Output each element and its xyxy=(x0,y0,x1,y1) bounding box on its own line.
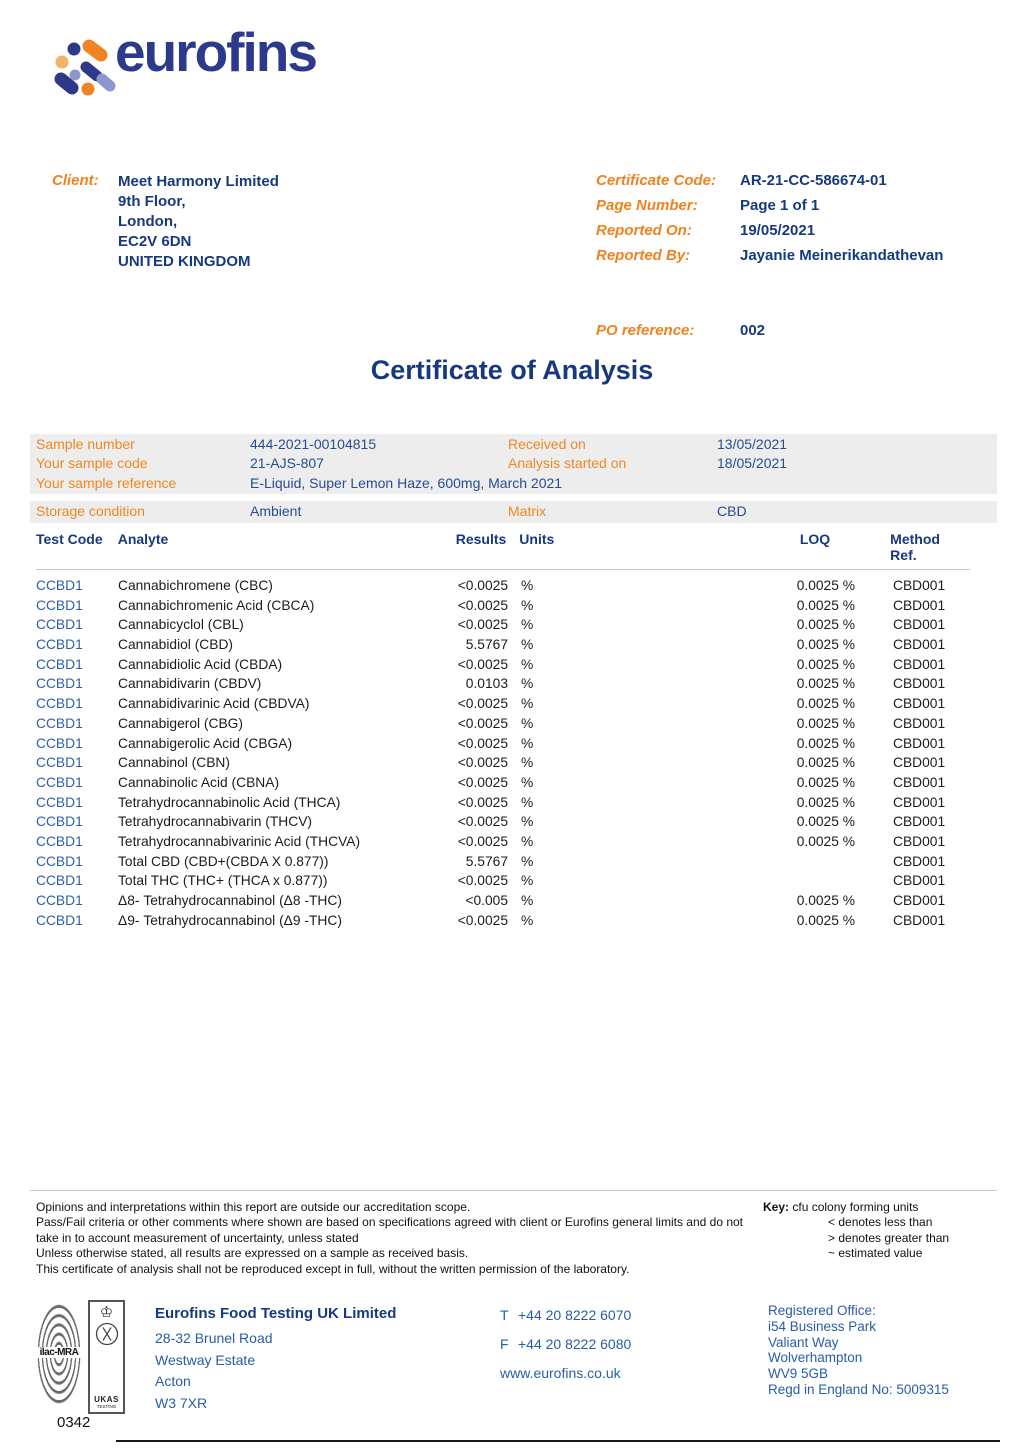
unit-cell: % xyxy=(521,912,534,928)
sample-code-label: Your sample code xyxy=(36,455,148,472)
table-row xyxy=(36,891,970,911)
analyte-cell: Cannabidivarin (CBDV) xyxy=(118,676,262,692)
loq-cell: 0.0025 % xyxy=(796,833,855,849)
test-code-cell: CCBD1 xyxy=(36,814,83,830)
registered-line: i54 Business Park xyxy=(768,1318,877,1334)
test-code-cell: CCBD1 xyxy=(36,774,83,790)
result-cell: <0.0025 xyxy=(457,578,508,593)
method-ref-cell: CBD001 xyxy=(893,893,946,908)
analyte-cell: Cannabidiolic Acid (CBDA) xyxy=(118,656,283,672)
analyte-cell: Tetrahydrocannabivarin (THCV) xyxy=(118,814,312,830)
client-label: Client: xyxy=(52,172,99,189)
disclaimer-line: take in to account measurement of uncertainty, unless stated xyxy=(36,1230,359,1245)
company-address-block xyxy=(155,1305,396,1414)
client-address-line: 9th Floor, xyxy=(118,193,186,210)
unit-cell: % xyxy=(521,578,534,593)
ilac-mra-label: ilac-MRA xyxy=(30,1347,88,1358)
certificate-code-value: AR-21-CC-586674-01 xyxy=(740,172,887,189)
key-line: < denotes less than xyxy=(828,1215,933,1230)
contact-block xyxy=(500,1307,631,1394)
results-rows xyxy=(36,570,970,930)
result-cell: 5.5767 xyxy=(465,637,508,653)
header-method-ref: Method Ref. xyxy=(890,531,940,563)
table-row xyxy=(36,832,970,852)
ilac-mra-stamp-icon xyxy=(36,1301,82,1407)
disclaimer-line: Unless otherwise stated, all results are expressed on a sample as received basis. xyxy=(36,1246,469,1261)
sample-number-label: Sample number xyxy=(36,436,135,452)
storage-row xyxy=(30,502,997,521)
ukas-emblem-icon xyxy=(95,1322,119,1346)
method-ref-cell: CBD001 xyxy=(893,774,946,790)
table-row xyxy=(36,576,970,596)
key-intro: cfu colony forming units xyxy=(792,1200,919,1214)
result-cell: <0.005 xyxy=(465,893,508,908)
analysis-started-label: Analysis started on xyxy=(508,455,627,472)
test-code-cell: CCBD1 xyxy=(36,656,83,672)
method-ref-cell: CBD001 xyxy=(893,853,946,869)
loq-cell: 0.0025 % xyxy=(796,696,855,712)
unit-cell: % xyxy=(521,794,534,810)
test-code-cell: CCBD1 xyxy=(36,578,83,593)
unit-cell: % xyxy=(521,715,534,731)
table-row xyxy=(36,852,970,872)
result-cell: <0.0025 xyxy=(457,794,508,810)
disclaimer-line: Opinions and interpretations within this report are outside our accreditation scope. xyxy=(36,1200,471,1214)
results-table-header xyxy=(36,531,970,570)
result-cell: <0.0025 xyxy=(457,873,508,889)
method-ref-cell: CBD001 xyxy=(893,637,946,653)
key-line: > denotes greater than xyxy=(828,1230,950,1245)
reported-on-value: 19/05/2021 xyxy=(740,222,816,239)
table-row xyxy=(36,734,970,754)
matrix-value: CBD xyxy=(717,503,747,519)
result-cell: <0.0025 xyxy=(457,597,508,613)
analyte-cell: Total CBD (CBD+(CBDA X 0.877)) xyxy=(118,853,329,869)
analyte-cell: Cannabinol (CBN) xyxy=(118,755,230,771)
result-cell: <0.0025 xyxy=(457,774,508,790)
header-test-code: Test Code xyxy=(36,531,103,547)
eurofins-dots-icon xyxy=(45,30,125,110)
method-ref-cell: CBD001 xyxy=(893,578,946,593)
analyte-cell: Cannabidivarinic Acid (CBDVA) xyxy=(118,696,310,712)
company-address-line: Westway Estate xyxy=(155,1351,256,1368)
method-ref-cell: CBD001 xyxy=(893,912,946,928)
method-ref-cell: CBD001 xyxy=(893,794,946,810)
received-on-value: 13/05/2021 xyxy=(717,436,788,452)
analyte-cell: Cannabichromene (CBC) xyxy=(118,578,273,593)
method-ref-cell: CBD001 xyxy=(893,755,946,771)
method-ref-cell: CBD001 xyxy=(893,597,946,613)
analyte-cell: Δ8- Tetrahydrocannabinol (Δ8 -THC) xyxy=(118,893,342,908)
table-row xyxy=(36,714,970,734)
loq-cell: 0.0025 % xyxy=(796,676,855,692)
fax-label: F xyxy=(500,1336,509,1352)
test-code-cell: CCBD1 xyxy=(36,853,83,869)
reported-by-value: Jayanie Meinerikandathevan xyxy=(740,247,944,264)
table-row xyxy=(36,773,970,793)
sample-info-row xyxy=(30,474,997,493)
loq-cell: 0.0025 % xyxy=(796,735,855,751)
registered-line: Registered Office: xyxy=(768,1303,876,1318)
unit-cell: % xyxy=(521,755,534,771)
test-code-cell: CCBD1 xyxy=(36,676,83,692)
unit-cell: % xyxy=(521,597,534,613)
header-units: Units xyxy=(519,531,555,547)
received-on-label: Received on xyxy=(508,436,586,452)
client-block xyxy=(52,172,279,272)
unit-cell: % xyxy=(521,735,534,751)
method-ref-cell: CBD001 xyxy=(893,715,946,731)
test-code-cell: CCBD1 xyxy=(36,873,83,889)
result-cell: <0.0025 xyxy=(457,912,508,928)
loq-cell: 0.0025 % xyxy=(796,912,855,928)
table-row xyxy=(36,674,970,694)
result-cell: <0.0025 xyxy=(457,617,508,633)
storage-condition-label: Storage condition xyxy=(36,503,145,519)
result-cell: <0.0025 xyxy=(457,755,508,771)
test-code-cell: CCBD1 xyxy=(36,617,83,633)
registered-office-block xyxy=(768,1303,949,1398)
fax-number: +44 20 8222 6080 xyxy=(518,1336,632,1352)
test-code-cell: CCBD1 xyxy=(36,715,83,731)
sample-code-value: 21-AJS-807 xyxy=(250,455,324,472)
registered-line: WV9 5GB xyxy=(768,1366,829,1382)
method-ref-cell: CBD001 xyxy=(893,814,946,830)
unit-cell: % xyxy=(521,833,534,849)
test-code-cell: CCBD1 xyxy=(36,755,83,771)
loq-cell xyxy=(558,852,855,872)
sample-info-row xyxy=(30,454,997,473)
header-results: Results xyxy=(455,531,507,547)
result-cell: <0.0025 xyxy=(457,814,508,830)
ukas-label: UKAS xyxy=(94,1395,119,1404)
ukas-sub-label: TESTING xyxy=(96,1404,117,1409)
method-ref-cell: CBD001 xyxy=(893,696,946,712)
disclaimer-line: Pass/Fail criteria or other comments where shown are based on specifications agreed with client or Eurofins general limits and do not xyxy=(36,1215,744,1230)
table-row xyxy=(36,812,970,832)
loq-cell: 0.0025 % xyxy=(796,637,855,653)
registered-line: Valiant Way xyxy=(768,1334,839,1350)
header-analyte: Analyte xyxy=(117,531,169,547)
client-address-line: UNITED KINGDOM xyxy=(118,253,251,270)
method-ref-cell: CBD001 xyxy=(893,873,946,889)
analyte-cell: Cannabicyclol (CBL) xyxy=(118,617,244,633)
table-row xyxy=(36,655,970,675)
unit-cell: % xyxy=(521,696,534,712)
result-cell: <0.0025 xyxy=(457,696,508,712)
reported-on-label: Reported On: xyxy=(596,222,692,239)
analyte-cell: Total THC (THC+ (THCA x 0.877)) xyxy=(118,873,328,889)
phone-label: T xyxy=(500,1307,509,1323)
result-cell: <0.0025 xyxy=(457,833,508,849)
analyte-cell: Cannabinolic Acid (CBNA) xyxy=(118,774,280,790)
unit-cell: % xyxy=(521,814,534,830)
analyte-cell: Cannabigerolic Acid (CBGA) xyxy=(118,735,293,751)
eurofins-logo xyxy=(45,21,375,108)
result-cell: <0.0025 xyxy=(457,656,508,672)
po-reference-value: 002 xyxy=(740,322,766,339)
client-name: Meet Harmony Limited xyxy=(118,173,279,190)
loq-cell: 0.0025 % xyxy=(796,617,855,633)
matrix-label: Matrix xyxy=(508,503,547,519)
analyte-cell: Δ9- Tetrahydrocannabinol (Δ9 -THC) xyxy=(118,912,342,928)
po-reference-label: PO reference: xyxy=(596,322,695,339)
header-loq: LOQ xyxy=(799,531,831,547)
method-ref-cell: CBD001 xyxy=(893,617,946,633)
website-link: www.eurofins.co.uk xyxy=(500,1365,621,1381)
table-row xyxy=(36,793,970,813)
loq-cell: 0.0025 % xyxy=(796,656,855,672)
unit-cell: % xyxy=(521,774,534,790)
disclaimer-line: This certificate of analysis shall not be reproduced except in full, without the written permission of the laboratory. xyxy=(36,1261,630,1276)
table-row xyxy=(36,694,970,714)
ukas-testing-mark-icon xyxy=(88,1300,125,1414)
sample-number-value: 444-2021-00104815 xyxy=(250,436,377,452)
sample-info-block xyxy=(30,434,997,494)
company-address-line: W3 7XR xyxy=(155,1394,208,1411)
loq-cell: 0.0025 % xyxy=(796,715,855,731)
sample-info-row xyxy=(30,435,997,454)
reported-by-label: Reported By: xyxy=(596,247,691,264)
brand-wordmark: eurofins xyxy=(115,21,316,83)
page-number-label: Page Number: xyxy=(596,197,698,214)
test-code-cell: CCBD1 xyxy=(36,696,83,712)
certificate-meta xyxy=(596,172,943,272)
certificate-code-label: Certificate Code: xyxy=(596,172,717,189)
table-row xyxy=(36,753,970,773)
table-row xyxy=(36,615,970,635)
method-ref-cell: CBD001 xyxy=(893,735,946,751)
analyte-cell: Tetrahydrocannabivarinic Acid (THCVA) xyxy=(118,833,361,849)
po-reference xyxy=(596,322,765,339)
analyte-cell: Tetrahydrocannabinolic Acid (THCA) xyxy=(118,794,341,810)
page-bottom-rule xyxy=(116,1440,1000,1442)
loq-cell: 0.0025 % xyxy=(796,774,855,790)
registered-line: Regd in England No: 5009315 xyxy=(768,1381,949,1397)
unit-cell: % xyxy=(521,873,534,889)
test-code-cell: CCBD1 xyxy=(36,833,83,849)
loq-cell: 0.0025 % xyxy=(796,893,855,908)
table-row xyxy=(36,596,970,616)
test-code-cell: CCBD1 xyxy=(36,893,83,908)
client-address-line: EC2V 6DN xyxy=(118,233,192,250)
result-cell: <0.0025 xyxy=(457,715,508,731)
storage-matrix-block xyxy=(30,501,997,523)
test-code-cell: CCBD1 xyxy=(36,637,83,653)
table-row xyxy=(36,635,970,655)
table-row xyxy=(36,911,970,931)
result-cell: 0.0103 xyxy=(465,676,508,692)
key-block xyxy=(763,1200,949,1262)
page-title: Certificate of Analysis xyxy=(370,355,654,385)
method-ref-cell: CBD001 xyxy=(893,833,946,849)
company-address-line: 28-32 Brunel Road xyxy=(155,1330,273,1346)
storage-condition-value: Ambient xyxy=(250,503,302,519)
test-code-cell: CCBD1 xyxy=(36,597,83,613)
footer-divider xyxy=(30,1190,997,1191)
loq-cell xyxy=(558,871,855,891)
accreditation-number: 0342 xyxy=(57,1414,91,1431)
loq-cell: 0.0025 % xyxy=(796,597,855,613)
method-ref-cell: CBD001 xyxy=(893,676,946,692)
company-name: Eurofins Food Testing UK Limited xyxy=(155,1305,397,1322)
analysis-started-value: 18/05/2021 xyxy=(717,455,788,472)
unit-cell: % xyxy=(521,637,534,653)
method-ref-cell: CBD001 xyxy=(893,656,946,672)
result-cell: 5.5767 xyxy=(465,853,508,869)
test-code-cell: CCBD1 xyxy=(36,735,83,751)
client-address-line: London, xyxy=(118,213,178,230)
unit-cell: % xyxy=(521,656,534,672)
loq-cell: 0.0025 % xyxy=(796,578,855,593)
key-label: Key: xyxy=(763,1200,790,1214)
registered-line: Wolverhampton xyxy=(768,1350,863,1366)
loq-cell: 0.0025 % xyxy=(796,794,855,810)
key-line: ~ estimated value xyxy=(828,1246,923,1261)
test-code-cell: CCBD1 xyxy=(36,794,83,810)
phone-number: +44 20 8222 6070 xyxy=(518,1307,632,1323)
table-row xyxy=(36,871,970,891)
loq-cell: 0.0025 % xyxy=(796,755,855,771)
result-cell: <0.0025 xyxy=(457,735,508,751)
disclaimer-text xyxy=(36,1200,743,1277)
results-table xyxy=(36,531,970,930)
analyte-cell: Cannabigerol (CBG) xyxy=(118,715,243,731)
unit-cell: % xyxy=(521,893,534,908)
analyte-cell: Cannabidiol (CBD) xyxy=(118,637,234,653)
company-address-line: Acton xyxy=(155,1373,191,1389)
test-code-cell: CCBD1 xyxy=(36,912,83,928)
analyte-cell: Cannabichromenic Acid (CBCA) xyxy=(118,597,315,613)
page-number-value: Page 1 of 1 xyxy=(740,197,820,214)
unit-cell: % xyxy=(521,676,534,692)
crown-icon: ♔ xyxy=(99,1304,114,1321)
sample-reference-label: Your sample reference xyxy=(36,474,177,491)
loq-cell: 0.0025 % xyxy=(796,814,855,830)
unit-cell: % xyxy=(521,853,534,869)
sample-reference-value: E-Liquid, Super Lemon Haze, 600mg, March 2021 xyxy=(250,474,563,491)
unit-cell: % xyxy=(521,617,534,633)
